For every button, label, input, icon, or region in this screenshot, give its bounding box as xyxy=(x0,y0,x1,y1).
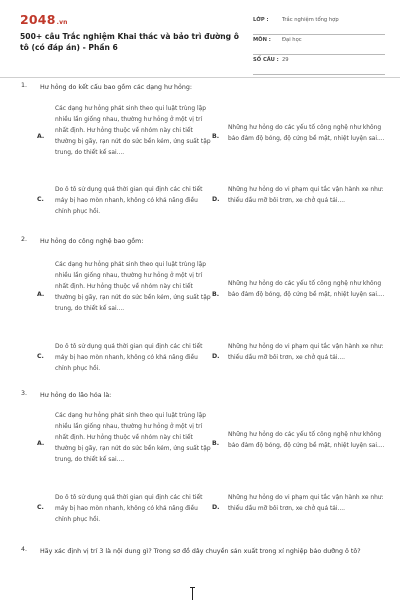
option-c-text[interactable]: Do ô tô sử dụng quá thời gian qui định các chi tiết máy bị hao mòn nhanh, không có khả năng điều chỉnh phục hồi. xyxy=(55,187,203,215)
question-number: 4. xyxy=(21,546,28,553)
meta-value: Trắc nghiệm tổng hợp xyxy=(282,17,339,23)
option-d-letter[interactable]: D. xyxy=(212,353,220,360)
question-number: 1. xyxy=(21,82,28,89)
site-logo[interactable] xyxy=(20,12,68,27)
document-title: 500+ câu Trắc nghiệm Khai thác và bảo trì đường ô tô (có đáp án) - Phần 6 xyxy=(20,32,239,52)
option-a-letter[interactable]: A. xyxy=(37,440,45,447)
option-c-text[interactable]: Do ô tô sử dụng quá thời gian qui định các chi tiết máy bị hao mòn nhanh, không có khả năng điều chỉnh phục hồi. xyxy=(55,344,203,372)
question-text: Hư hỏng do công nghệ bao gồm: xyxy=(40,238,144,245)
option-a-text[interactable]: Các dạng hư hỏng phát sinh theo qui luật trùng lặp nhiều lần giống nhau, thường hư hỏng ở một vị trí nhất định. Hư hỏng thuộc về nhóm này chi tiết thường bị gãy, rạn nứt do sức bền kém, ứng suất tập trung, do thiết kế sai.... xyxy=(55,413,211,463)
option-b-letter[interactable]: B. xyxy=(212,440,220,447)
option-d-text[interactable]: Những hư hỏng do vi phạm qui tắc vận hành xe như: thiếu dầu mỡ bôi trơn, xe chở quá tải.... xyxy=(228,495,384,512)
meta-value: Đại học xyxy=(282,37,302,43)
meta-row-class xyxy=(253,15,385,35)
option-d-text[interactable]: Những hư hỏng do vi phạm qui tắc vận hành xe như: thiếu dầu mỡ bôi trơn, xe chở quá tải.... xyxy=(228,344,384,361)
meta-label: LỚP : xyxy=(253,17,269,23)
question-text: Hư hỏng do kết cấu bao gồm các dạng hư hỏng: xyxy=(40,84,192,91)
option-b-text[interactable]: Những hư hỏng do các yếu tố công nghệ như không bảo đảm độ bóng, độ cứng bề mặt, nhiệt luyện sai.... xyxy=(228,432,385,449)
text-cursor-icon xyxy=(192,587,193,600)
meta-label: MÔN : xyxy=(253,37,271,43)
meta-value: 29 xyxy=(282,57,289,63)
logo-suffix: .vn xyxy=(56,19,68,26)
logo-text: 2048 xyxy=(20,12,56,27)
meta-label: SỐ CÂU : xyxy=(253,57,279,63)
question-number: 3. xyxy=(21,390,28,397)
option-a-text[interactable]: Các dạng hư hỏng phát sinh theo qui luật trùng lặp nhiều lần giống nhau, thường hư hỏng ở một vị trí nhất định. Hư hỏng thuộc về nhóm này chi tiết thường bị gãy, rạn nứt do sức bền kém, ứng suất tập trung, do thiết kế sai.... xyxy=(55,106,211,156)
meta-table xyxy=(253,15,385,75)
document-header xyxy=(0,0,400,78)
option-d-text[interactable]: Những hư hỏng do vi phạm qui tắc vận hành xe như: thiếu dầu mỡ bôi trơn, xe chở quá tải.... xyxy=(228,187,384,204)
option-d-letter[interactable]: D. xyxy=(212,196,220,203)
meta-row-subject xyxy=(253,35,385,55)
question-number: 2. xyxy=(21,236,28,243)
option-a-letter[interactable]: A. xyxy=(37,133,45,140)
option-b-text[interactable]: Những hư hỏng do các yếu tố công nghệ như không bảo đảm độ bóng, độ cứng bề mặt, nhiệt luyện sai.... xyxy=(228,125,385,142)
option-b-text[interactable]: Những hư hỏng do các yếu tố công nghệ như không bảo đảm độ bóng, độ cứng bề mặt, nhiệt luyện sai.... xyxy=(228,281,385,298)
option-c-letter[interactable]: C. xyxy=(37,353,44,360)
option-c-letter[interactable]: C. xyxy=(37,196,44,203)
option-b-letter[interactable]: B. xyxy=(212,133,220,140)
option-a-text[interactable]: Các dạng hư hỏng phát sinh theo qui luật trùng lặp nhiều lần giống nhau, thường hư hỏng ở một vị trí nhất định. Hư hỏng thuộc về nhóm này chi tiết thường bị gãy, rạn nứt do sức bền kém, ứng suất tập trung, do thiết kế sai.... xyxy=(55,262,211,312)
option-c-letter[interactable]: C. xyxy=(37,504,44,511)
header-divider xyxy=(0,77,400,78)
option-a-letter[interactable]: A. xyxy=(37,291,45,298)
option-b-letter[interactable]: B. xyxy=(212,291,220,298)
question-text: Hư hỏng do lão hóa là: xyxy=(40,392,112,399)
question-text: Hãy xác định vị trí 3 là nội dung gì? Trong sơ đồ dây chuyền sản xuất trong xí nghiệp bảo dưỡng ô tô? xyxy=(40,548,361,555)
option-d-letter[interactable]: D. xyxy=(212,504,220,511)
meta-row-count xyxy=(253,55,385,75)
option-c-text[interactable]: Do ô tô sử dụng quá thời gian qui định các chi tiết máy bị hao mòn nhanh, không có khả năng điều chỉnh phục hồi. xyxy=(55,495,203,523)
